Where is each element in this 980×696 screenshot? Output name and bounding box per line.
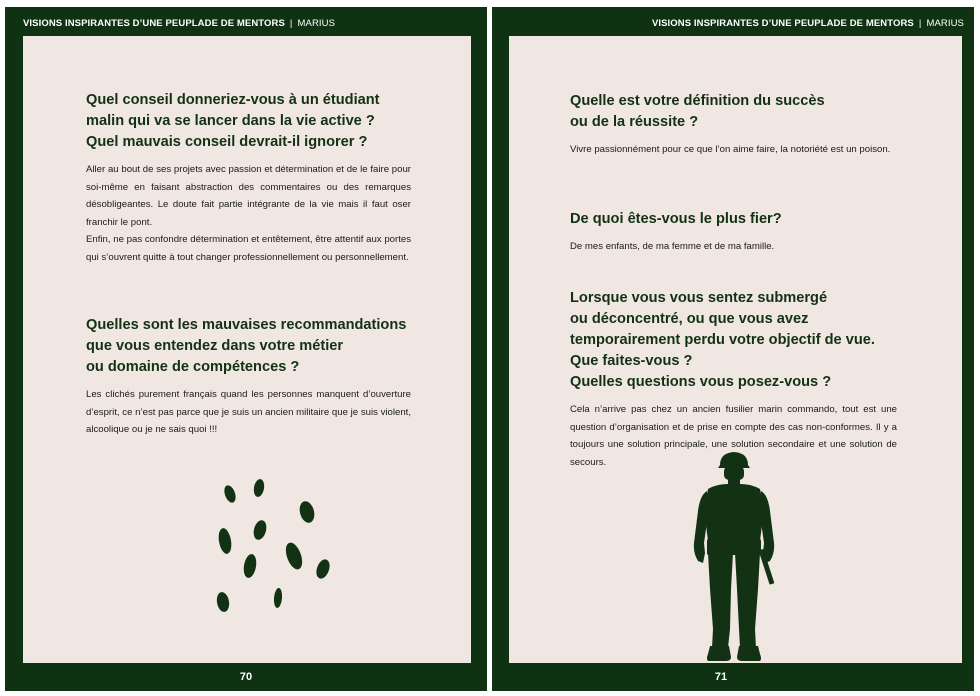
author-name: MARIUS — [297, 18, 336, 29]
page-number: 71 — [714, 671, 728, 683]
question-line: ou déconcentré, ou que vous avez — [570, 311, 809, 327]
left-page-content — [23, 36, 471, 663]
answer-paragraph: Les clichés purement français quand les personnes manquent d’ouverture d’esprit, ce n’est pas parce que je suis un ancien militaire que je suis violent, alcoolique ou je ne sais quoi !!! — [86, 389, 411, 436]
qa-section-proud — [570, 209, 897, 256]
answer-paragraph: Enfin, ne pas confondre détermination et entêtement, être attentif aux portes qui s’ouvrent quitte à tout changer professionnellement ou personnellement. — [86, 234, 411, 263]
answer-paragraph: De mes enfants, de ma femme et de ma famille. — [570, 241, 775, 252]
question-line: De quoi êtes-vous le plus fier? — [570, 211, 782, 227]
qa-section-advice — [86, 90, 411, 267]
question-line: ou domaine de compétences ? — [86, 359, 300, 375]
question-line: Que faites-vous ? — [570, 353, 693, 369]
question-line: Quel conseil donneriez-vous à un étudiant — [86, 92, 380, 108]
question-line: Quelles sont les mauvaises recommandations — [86, 317, 407, 333]
question-heading — [570, 91, 897, 133]
left-page — [5, 7, 487, 691]
question-heading — [570, 288, 897, 393]
qa-section-overwhelmed — [570, 288, 897, 471]
left-running-header — [23, 18, 335, 29]
question-line: Lorsque vous vous sentez submergé — [570, 290, 828, 306]
series-title: VISIONS INSPIRANTES D’UNE PEUPLADE DE MENTORS — [23, 18, 285, 29]
question-line: temporairement perdu votre objectif de vue. — [570, 332, 875, 348]
qa-section-bad-recommendations — [86, 315, 411, 439]
header-separator: | — [289, 18, 293, 29]
right-page — [492, 7, 974, 691]
author-name: MARIUS — [926, 18, 964, 29]
answer-paragraph: Vivre passionnément pour ce que l’on aime faire, la notoriété est un poison. — [570, 144, 891, 155]
answer-paragraph: Cela n’arrive pas chez un ancien fusilier marin commando, tout est une question d’organisation et de prise en compte des cas non-conformes. Il y a toujours une solution principale, une solution secondaire et une solution de secours. — [570, 404, 897, 468]
question-line: Quelles questions vous posez-vous ? — [570, 374, 832, 390]
header-separator: | — [918, 18, 922, 29]
soldier-silhouette-icon — [684, 449, 784, 668]
question-line: ou de la réussite ? — [570, 114, 699, 130]
qa-section-success — [570, 91, 897, 159]
answer-paragraph: Aller au bout de ses projets avec passion et détermination et de le faire pour soi-même en faisant abstraction des commentaires ou des remarques désobligeantes. Le doute fait partie intégrante de la vie mais il faut oser franchir le pont. — [86, 164, 411, 228]
question-line: Quel mauvais conseil devrait-il ignorer ? — [86, 134, 368, 150]
bullet-holes-icon — [215, 476, 365, 631]
question-line: Quelle est votre définition du succès — [570, 93, 825, 109]
question-heading — [86, 315, 411, 378]
right-page-content — [509, 36, 962, 663]
question-line: que vous entendez dans votre métier — [86, 338, 344, 354]
question-line: malin qui va se lancer dans la vie active ? — [86, 113, 375, 129]
series-title: VISIONS INSPIRANTES D’UNE PEUPLADE DE MENTORS — [651, 18, 914, 29]
page-number: 70 — [239, 671, 253, 683]
right-running-header — [652, 18, 964, 29]
question-heading — [570, 209, 897, 230]
question-heading — [86, 90, 411, 153]
